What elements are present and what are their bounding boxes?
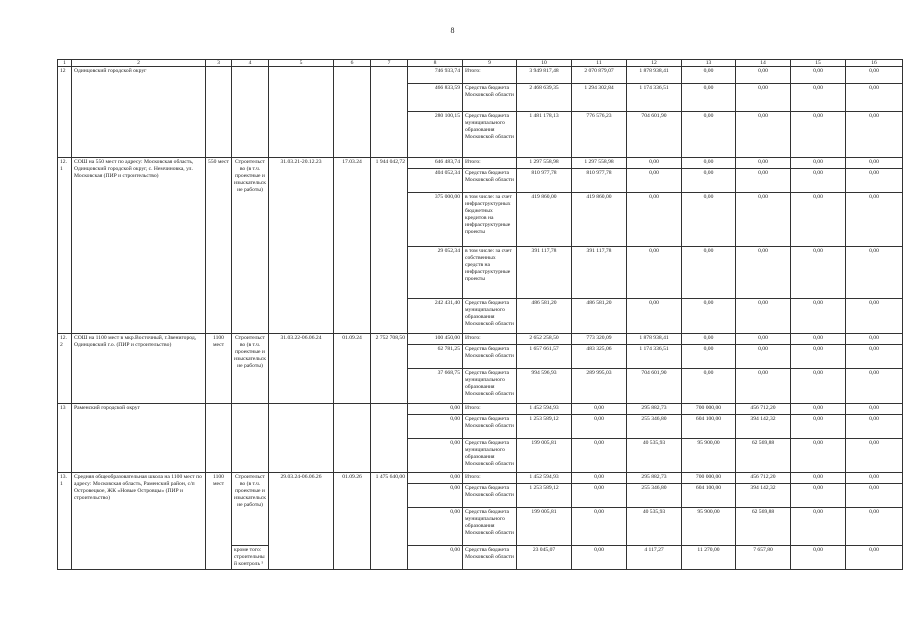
amount-cell: 1 294 302,84 <box>572 84 627 112</box>
funding-source: Средства бюджета муниципального образования Московской области <box>463 508 517 546</box>
amount-cell: 0,00 <box>791 369 846 404</box>
funded-before: 0,00 <box>408 439 463 473</box>
funding-source: Итого: <box>463 473 517 484</box>
page-number: 8 <box>450 26 455 35</box>
amount-cell: 199 005,81 <box>517 508 572 546</box>
amount-cell: 456 712,20 <box>736 404 791 415</box>
amount-cell: 0,00 <box>846 67 903 84</box>
amount-cell: 1 297 558,98 <box>572 158 627 169</box>
funded-before: 375 000,00 <box>408 193 463 247</box>
amount-cell: 0,00 <box>846 158 903 169</box>
amount-cell: 0,00 <box>791 112 846 158</box>
header-cell: 3 <box>206 60 232 67</box>
construction-control: кроме того: строительный контроль ⁵ <box>232 546 269 570</box>
commission-date: 01.09.24 <box>334 334 371 404</box>
funding-source: Средства бюджета Московской области <box>463 484 517 508</box>
amount-cell: 0,00 <box>846 404 903 415</box>
funding-source: в том числе: за счет собственных средств на инфраструктурные проекты <box>463 247 517 299</box>
amount-cell: 700 000,00 <box>682 473 736 484</box>
row-number: 12 <box>58 67 72 158</box>
header-cell: 16 <box>846 60 903 67</box>
budget-table <box>57 59 903 570</box>
amount-cell: 62 569,88 <box>736 439 791 473</box>
object-name: СОШ на 550 мест по адресу: Московская область, Одинцовский городской округ, с. Немчиновка, ул. Московская (ПИР и строительство) <box>72 158 206 334</box>
amount-cell: 0,00 <box>791 546 846 570</box>
table-row <box>58 473 903 484</box>
amount-cell: 810 977,78 <box>572 169 627 193</box>
funding-source: Итого: <box>463 334 517 345</box>
funded-before: 404 052,34 <box>408 169 463 193</box>
amount-cell: 704 601,90 <box>627 369 682 404</box>
amount-cell: 0,00 <box>736 345 791 369</box>
table-row <box>58 404 903 415</box>
amount-cell: 0,00 <box>627 169 682 193</box>
header-cell: 2 <box>72 60 206 67</box>
amount-cell: 604 100,00 <box>682 484 736 508</box>
funded-before: 242 431,40 <box>408 299 463 334</box>
capacity-unit: мест <box>212 341 225 348</box>
amount-cell: 0,00 <box>572 415 627 439</box>
amount-cell: 0,00 <box>846 169 903 193</box>
amount-cell: 0,00 <box>682 169 736 193</box>
header-row <box>58 60 903 67</box>
work-period <box>269 404 334 473</box>
amount-cell: 0,00 <box>791 169 846 193</box>
row-number: 12.2 <box>58 334 72 404</box>
amount-cell: 0,00 <box>682 247 736 299</box>
amount-cell: 0,00 <box>791 334 846 345</box>
amount-cell: 1 174 336,51 <box>627 345 682 369</box>
amount-cell: 0,00 <box>791 247 846 299</box>
amount-cell: 255 346,80 <box>627 484 682 508</box>
funded-before: 0,00 <box>408 415 463 439</box>
amount-cell: 604 100,00 <box>682 415 736 439</box>
amount-cell: 1 481 178,13 <box>517 112 572 158</box>
amount-cell: 2 070 879,07 <box>572 67 627 84</box>
amount-cell: 255 346,80 <box>627 415 682 439</box>
funding-source: Средства бюджета Московской области <box>463 415 517 439</box>
amount-cell: 391 117,78 <box>517 247 572 299</box>
header-cell: 15 <box>791 60 846 67</box>
amount-cell: 0,00 <box>627 299 682 334</box>
amount-cell: 419 860,00 <box>517 193 572 247</box>
capacity-unit: мест <box>212 480 225 487</box>
row-number: 13.1 <box>58 473 72 570</box>
funded-before: 280 100,15 <box>408 112 463 158</box>
amount-cell: 0,00 <box>791 299 846 334</box>
row-number: 13 <box>58 404 72 473</box>
amount-cell: 0,00 <box>682 84 736 112</box>
amount-cell: 0,00 <box>846 439 903 473</box>
work-period <box>269 67 334 158</box>
amount-cell: 0,00 <box>846 415 903 439</box>
amount-cell: 0,00 <box>791 193 846 247</box>
amount-cell: 0,00 <box>682 67 736 84</box>
table-row <box>58 334 903 345</box>
funded-before: 0,00 <box>408 508 463 546</box>
funded-before: 746 933,74 <box>408 67 463 84</box>
capacity-value: 1100 <box>213 473 224 480</box>
amount-cell: 0,00 <box>846 84 903 112</box>
amount-cell: 0,00 <box>682 345 736 369</box>
amount-cell: 0,00 <box>846 473 903 484</box>
funded-before: 0,00 <box>408 546 463 570</box>
amount-cell: 295 882,73 <box>627 473 682 484</box>
amount-cell: 0,00 <box>846 112 903 158</box>
header-cell: 6 <box>334 60 371 67</box>
funded-before: 466 833,59 <box>408 84 463 112</box>
amount-cell: 456 712,20 <box>736 473 791 484</box>
amount-cell: 0,00 <box>791 439 846 473</box>
amount-cell: 0,00 <box>682 369 736 404</box>
capacity <box>206 473 232 570</box>
funded-before: 0,00 <box>408 404 463 415</box>
header-cell: 12 <box>627 60 682 67</box>
amount-cell: 0,00 <box>846 299 903 334</box>
amount-cell: 0,00 <box>736 158 791 169</box>
amount-cell: 199 005,81 <box>517 439 572 473</box>
amount-cell: 994 596,93 <box>517 369 572 404</box>
amount-cell: 40 535,93 <box>627 439 682 473</box>
amount-cell: 7 657,80 <box>736 546 791 570</box>
amount-cell: 295 882,73 <box>627 404 682 415</box>
amount-cell: 62 569,88 <box>736 508 791 546</box>
funded-before: 37 668,75 <box>408 369 463 404</box>
amount-cell: 0,00 <box>846 334 903 345</box>
amount-cell: 391 117,78 <box>572 247 627 299</box>
funding-source: Средства бюджета Московской области <box>463 169 517 193</box>
header-cell: 1 <box>58 60 72 67</box>
funded-before: 29 052,34 <box>408 247 463 299</box>
amount-cell: 0,00 <box>736 112 791 158</box>
amount-cell: 95 900,00 <box>682 508 736 546</box>
amount-cell: 0,00 <box>572 473 627 484</box>
amount-cell: 810 977,78 <box>517 169 572 193</box>
object-cost: 1 475 640,00 <box>371 473 408 570</box>
amount-cell: 4 117,27 <box>627 546 682 570</box>
amount-cell: 0,00 <box>846 247 903 299</box>
funding-source: Средства бюджета Московской области <box>463 345 517 369</box>
funding-source: Итого: <box>463 67 517 84</box>
funding-source: в том числе: за счет инфраструктурных бюджетных кредитов на инфраструктурные проекты <box>463 193 517 247</box>
amount-cell: 1 452 594,93 <box>517 473 572 484</box>
funded-before: 646 483,74 <box>408 158 463 169</box>
amount-cell: 0,00 <box>736 299 791 334</box>
amount-cell: 0,00 <box>736 247 791 299</box>
amount-cell: 486 581,20 <box>517 299 572 334</box>
funded-before: 62 781,25 <box>408 345 463 369</box>
table-row <box>58 67 903 84</box>
amount-cell: 1 174 336,51 <box>627 84 682 112</box>
capacity <box>206 67 232 158</box>
header-cell: 7 <box>371 60 408 67</box>
amount-cell: 23 045,07 <box>517 546 572 570</box>
funding-source: Итого: <box>463 404 517 415</box>
amount-cell: 773 320,09 <box>572 334 627 345</box>
amount-cell: 2 652 258,50 <box>517 334 572 345</box>
funding-source: Средства бюджета муниципального образования Московской области <box>463 299 517 334</box>
funded-before: 0,00 <box>408 473 463 484</box>
amount-cell: 0,00 <box>682 299 736 334</box>
funding-source: Средства бюджета муниципального образования Московской области <box>463 439 517 473</box>
amount-cell: 0,00 <box>791 345 846 369</box>
capacity-value: 1100 <box>213 334 224 341</box>
amount-cell: 0,00 <box>627 158 682 169</box>
amount-cell: 40 535,93 <box>627 508 682 546</box>
amount-cell: 394 142,32 <box>736 415 791 439</box>
header-cell: 8 <box>408 60 463 67</box>
commission-date <box>334 404 371 473</box>
amount-cell: 0,00 <box>791 84 846 112</box>
amount-cell: 0,00 <box>791 415 846 439</box>
amount-cell: 0,00 <box>682 112 736 158</box>
header-cell: 14 <box>736 60 791 67</box>
amount-cell: 0,00 <box>627 193 682 247</box>
amount-cell: 419 860,00 <box>572 193 627 247</box>
amount-cell: 0,00 <box>846 369 903 404</box>
amount-cell: 0,00 <box>736 169 791 193</box>
amount-cell: 0,00 <box>682 158 736 169</box>
header-cell: 4 <box>232 60 269 67</box>
funding-source: Средства бюджета Московской области <box>463 84 517 112</box>
amount-cell: 1 297 558,98 <box>517 158 572 169</box>
amount-cell: 0,00 <box>627 247 682 299</box>
amount-cell: 0,00 <box>736 334 791 345</box>
capacity-unit: мест <box>217 158 229 165</box>
amount-cell: 0,00 <box>791 508 846 546</box>
amount-cell: 1 253 589,12 <box>517 415 572 439</box>
amount-cell: 1 452 594,93 <box>517 404 572 415</box>
funding-source: Средства бюджета муниципального образования Московской области <box>463 369 517 404</box>
amount-cell: 11 270,00 <box>682 546 736 570</box>
amount-cell: 0,00 <box>846 193 903 247</box>
amount-cell: 0,00 <box>846 484 903 508</box>
amount-cell: 95 900,00 <box>682 439 736 473</box>
header-cell: 13 <box>682 60 736 67</box>
work-period: 31.03.22-06.06.24 <box>269 334 334 404</box>
capacity <box>206 334 232 404</box>
header-cell: 9 <box>463 60 517 67</box>
amount-cell: 0,00 <box>846 546 903 570</box>
amount-cell: 0,00 <box>572 404 627 415</box>
amount-cell: 394 142,32 <box>736 484 791 508</box>
work-type <box>232 404 269 473</box>
amount-cell: 483 325,06 <box>572 345 627 369</box>
work-type <box>232 67 269 158</box>
header-cell: 5 <box>269 60 334 67</box>
work-type: Строительство (в т.ч. проектные и изыскательские работы) <box>232 158 269 334</box>
amount-cell: 1 878 938,41 <box>627 67 682 84</box>
work-period: 31.03.21-20.12.23 <box>269 158 334 334</box>
amount-cell: 3 949 817,48 <box>517 67 572 84</box>
object-cost: 2 752 708,50 <box>371 334 408 404</box>
amount-cell: 776 576,23 <box>572 112 627 158</box>
table-body <box>58 60 903 570</box>
work-type: Строительство (в т.ч. проектные и изыскательские работы) <box>232 334 269 404</box>
capacity <box>206 158 232 334</box>
amount-cell: 0,00 <box>572 439 627 473</box>
row-number: 12.1 <box>58 158 72 334</box>
amount-cell: 2 468 639,35 <box>517 84 572 112</box>
funding-source: Итого: <box>463 158 517 169</box>
funded-before: 100 450,00 <box>408 334 463 345</box>
object-name: Раменский городской округ <box>72 404 206 473</box>
amount-cell: 1 878 938,41 <box>627 334 682 345</box>
amount-cell: 0,00 <box>572 546 627 570</box>
commission-date: 17.03.24 <box>334 158 371 334</box>
capacity-value: 550 <box>208 158 217 165</box>
work-period: 29.03.24-06.06.26 <box>269 473 334 570</box>
amount-cell: 0,00 <box>846 508 903 546</box>
commission-date: 01.09.26 <box>334 473 371 570</box>
work-type: Строительство (в т.ч. проектные и изыскательские работы) <box>232 473 269 546</box>
object-name: Средняя общеобразовательная школа на 1100 мест по адресу: Московская область, Раменский район, с/п Островецкое, ЖК «Новые Островцы» (ПИР и строительство) <box>72 473 206 570</box>
header-cell: 11 <box>572 60 627 67</box>
amount-cell: 0,00 <box>572 484 627 508</box>
funding-source: Средства бюджета Московской области <box>463 546 517 570</box>
amount-cell: 0,00 <box>846 345 903 369</box>
amount-cell: 0,00 <box>736 369 791 404</box>
amount-cell: 1 657 661,57 <box>517 345 572 369</box>
amount-cell: 289 995,03 <box>572 369 627 404</box>
amount-cell: 0,00 <box>791 473 846 484</box>
amount-cell: 1 253 589,12 <box>517 484 572 508</box>
funded-before: 0,00 <box>408 484 463 508</box>
amount-cell: 0,00 <box>791 158 846 169</box>
object-name: Одинцовский городской округ <box>72 67 206 158</box>
amount-cell: 704 601,90 <box>627 112 682 158</box>
object-name: СОШ на 1100 мест в мкр.Восточный, г.Звенигород, Одинцовский г.о. (ПИР и строительство) <box>72 334 206 404</box>
amount-cell: 0,00 <box>572 508 627 546</box>
amount-cell: 0,00 <box>682 334 736 345</box>
amount-cell: 0,00 <box>736 67 791 84</box>
amount-cell: 0,00 <box>791 484 846 508</box>
table-row <box>58 158 903 169</box>
amount-cell: 0,00 <box>791 404 846 415</box>
amount-cell: 0,00 <box>736 193 791 247</box>
object-cost <box>371 67 408 158</box>
capacity <box>206 404 232 473</box>
amount-cell: 0,00 <box>682 193 736 247</box>
object-cost: 1 944 042,72 <box>371 158 408 334</box>
object-cost <box>371 404 408 473</box>
amount-cell: 0,00 <box>791 67 846 84</box>
commission-date <box>334 67 371 158</box>
amount-cell: 700 000,00 <box>682 404 736 415</box>
amount-cell: 486 581,20 <box>572 299 627 334</box>
header-cell: 10 <box>517 60 572 67</box>
funding-source: Средства бюджета муниципального образования Московской области <box>463 112 517 158</box>
amount-cell: 0,00 <box>736 84 791 112</box>
